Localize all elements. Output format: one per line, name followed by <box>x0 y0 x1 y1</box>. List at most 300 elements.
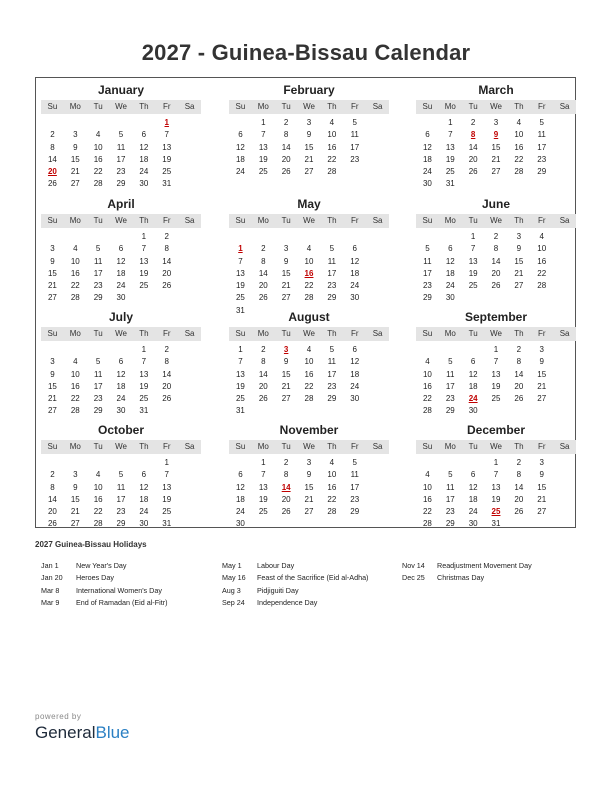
weekday-label: We <box>490 442 502 451</box>
weekday-label: We <box>115 102 127 111</box>
weekday-label: Fr <box>537 442 546 451</box>
day-cell: 2 <box>261 345 266 354</box>
holiday-day: 25 <box>491 507 501 517</box>
day-cell: 15 <box>537 482 547 492</box>
day-cell: 7 <box>164 470 169 480</box>
day-cell: 24 <box>235 167 245 177</box>
day-cell: 6 <box>448 244 453 254</box>
day-cell: 14 <box>162 256 172 266</box>
day-cell: 28 <box>304 394 314 404</box>
month-february <box>229 78 389 178</box>
day-cell: 26 <box>47 179 57 189</box>
day-cell: 9 <box>306 130 312 140</box>
weekday-label: Fr <box>537 329 546 338</box>
day-cell: 31 <box>235 305 245 315</box>
day-cell: 29 <box>422 293 432 303</box>
day-cell: 5 <box>118 130 124 140</box>
day-cell: 11 <box>537 130 546 140</box>
holiday-date: Mar 8 <box>41 585 60 595</box>
day-cell: 5 <box>425 244 430 254</box>
day-cell: 14 <box>491 256 501 266</box>
month-name: February <box>283 83 335 97</box>
empty-day <box>110 344 133 356</box>
day-cell: 21 <box>304 494 314 504</box>
day-cell: 28 <box>537 281 547 291</box>
weekday-label: Th <box>514 442 524 451</box>
calendar-grid <box>35 77 576 528</box>
day-cell: 12 <box>468 482 478 492</box>
weekday-label: Tu <box>468 216 478 225</box>
day-cell: 14 <box>47 154 57 164</box>
day-cell: 6 <box>352 244 357 254</box>
day-cell: 28 <box>93 519 103 529</box>
weekday-label: Tu <box>93 329 103 338</box>
day-cell: 20 <box>162 381 172 391</box>
day-cell: 22 <box>514 154 524 164</box>
day-cell: 1 <box>141 345 147 354</box>
day-cell: 31 <box>235 406 245 416</box>
weekday-label: Su <box>47 216 58 225</box>
day-cell: 2 <box>50 470 55 480</box>
weekday-label: Sa <box>372 442 383 451</box>
day-cell: 29 <box>116 179 126 189</box>
weekday-label: Tu <box>281 216 291 225</box>
empty-day <box>110 457 133 469</box>
day-cell: 25 <box>445 167 455 177</box>
day-cell: 12 <box>235 482 245 492</box>
day-cell: 13 <box>491 369 501 379</box>
day-cell: 12 <box>139 482 149 492</box>
day-cell: 19 <box>491 494 501 504</box>
day-cell: 15 <box>304 142 314 152</box>
day-cell: 16 <box>70 268 80 278</box>
weekday-label: Mo <box>69 102 81 111</box>
weekday-label: Th <box>139 442 149 451</box>
day-cell: 22 <box>304 281 314 291</box>
day-cell: 14 <box>258 268 268 278</box>
holiday-date: Nov 14 <box>402 561 425 570</box>
empty-day <box>132 457 155 469</box>
day-cell: 13 <box>258 482 268 492</box>
day-cell: 31 <box>139 406 149 416</box>
day-cell: 17 <box>116 494 126 504</box>
day-grid <box>416 457 576 531</box>
holiday-name: Christmas Day <box>437 573 485 583</box>
day-cell: 30 <box>422 179 432 189</box>
weekday-label: Sa <box>372 329 383 338</box>
holiday-day: 1 <box>164 118 169 127</box>
day-cell: 19 <box>445 154 455 164</box>
month-july <box>41 305 201 418</box>
weekday-label: Su <box>235 442 246 451</box>
day-cell: 25 <box>162 507 172 517</box>
holiday-item <box>222 585 368 597</box>
weekday-label: We <box>490 329 502 338</box>
day-cell: 17 <box>93 381 103 391</box>
month-name: June <box>481 197 510 211</box>
weekday-label: Sa <box>184 442 195 451</box>
weekday-label: Su <box>422 216 433 225</box>
empty-day <box>416 231 439 243</box>
month-name: May <box>297 197 321 211</box>
day-cell: 29 <box>445 519 455 529</box>
weekday-label: Su <box>422 442 433 451</box>
day-cell: 5 <box>448 470 453 480</box>
holiday-item <box>402 572 532 584</box>
day-cell: 6 <box>141 130 147 140</box>
day-cell: 30 <box>116 406 126 416</box>
day-cell: 5 <box>95 244 101 254</box>
holiday-name: End of Ramadan (Eid al-Fitr) <box>76 597 168 607</box>
day-cell: 18 <box>139 494 149 504</box>
day-cell: 13 <box>139 369 149 379</box>
weekday-label: Mo <box>257 442 269 451</box>
weekday-label: Mo <box>444 329 456 338</box>
day-cell: 21 <box>281 381 291 391</box>
day-cell: 1 <box>261 118 266 127</box>
day-cell: 11 <box>327 357 337 367</box>
day-cell: 11 <box>446 369 455 379</box>
weekday-label: Tu <box>93 442 103 451</box>
day-cell: 3 <box>306 118 312 127</box>
weekday-label: Su <box>235 102 246 111</box>
weekday-label: Sa <box>559 442 570 451</box>
day-cell: 28 <box>327 167 337 177</box>
day-cell: 23 <box>327 281 337 291</box>
day-cell: 2 <box>164 345 169 354</box>
day-cell: 8 <box>283 470 289 480</box>
holiday-date: Jan 1 <box>41 561 59 570</box>
weekday-label: Mo <box>69 442 81 451</box>
holiday-item <box>222 572 368 584</box>
day-cell: 8 <box>50 482 55 492</box>
empty-day <box>439 231 462 243</box>
weekday-label: Sa <box>184 329 195 338</box>
empty-day <box>229 457 252 469</box>
day-cell: 20 <box>162 268 172 278</box>
day-cell: 25 <box>491 394 501 404</box>
day-cell: 17 <box>422 268 432 278</box>
empty-day <box>110 231 133 243</box>
empty-day <box>229 117 252 129</box>
weekday-label: Sa <box>372 102 383 111</box>
day-cell: 1 <box>261 458 266 467</box>
day-cell: 8 <box>261 357 266 367</box>
day-cell: 25 <box>162 167 172 177</box>
holiday-day: 8 <box>470 130 476 140</box>
day-cell: 15 <box>304 482 314 492</box>
weekday-label: Su <box>47 102 58 111</box>
holiday-column <box>41 560 167 609</box>
day-cell: 5 <box>448 357 453 367</box>
day-cell: 1 <box>470 232 476 241</box>
weekday-header <box>416 214 576 228</box>
day-cell: 23 <box>116 167 126 177</box>
day-cell: 13 <box>258 142 268 152</box>
day-cell: 29 <box>93 406 103 416</box>
day-cell: 9 <box>283 357 289 367</box>
weekday-label: Th <box>514 329 524 338</box>
day-cell: 19 <box>235 281 245 291</box>
day-cell: 21 <box>514 268 524 278</box>
day-cell: 21 <box>47 281 57 291</box>
weekday-label: Th <box>327 442 337 451</box>
day-cell: 4 <box>329 458 335 467</box>
day-cell: 27 <box>514 281 524 291</box>
day-cell: 29 <box>327 293 337 303</box>
day-cell: 19 <box>139 268 149 278</box>
day-grid <box>41 231 201 305</box>
weekday-label: Su <box>235 216 246 225</box>
weekday-label: We <box>490 102 502 111</box>
weekday-header <box>416 100 576 114</box>
day-cell: 2 <box>164 232 169 241</box>
day-cell: 22 <box>327 154 337 164</box>
day-cell: 25 <box>258 507 268 517</box>
day-cell: 10 <box>93 482 103 492</box>
weekday-header <box>229 440 389 454</box>
day-grid <box>416 231 576 305</box>
day-cell: 18 <box>468 381 478 391</box>
empty-day <box>132 117 155 129</box>
day-cell: 14 <box>47 494 57 504</box>
weekday-label: Fr <box>162 329 171 338</box>
day-cell: 16 <box>422 494 432 504</box>
day-cell: 28 <box>514 167 524 177</box>
day-cell: 24 <box>350 281 360 291</box>
day-cell: 3 <box>516 232 522 241</box>
weekday-label: Tu <box>468 442 478 451</box>
day-grid <box>41 457 201 531</box>
day-cell: 17 <box>537 142 547 152</box>
day-cell: 19 <box>235 381 245 391</box>
day-cell: 31 <box>445 179 455 189</box>
day-cell: 14 <box>514 369 524 379</box>
day-cell: 11 <box>423 256 432 266</box>
weekday-header <box>229 327 389 341</box>
day-cell: 18 <box>422 154 432 164</box>
day-cell: 8 <box>516 357 522 367</box>
weekday-label: Mo <box>444 442 456 451</box>
day-cell: 13 <box>235 369 245 379</box>
empty-day <box>439 457 462 469</box>
day-cell: 10 <box>304 357 314 367</box>
day-cell: 18 <box>468 494 478 504</box>
day-cell: 18 <box>350 369 360 379</box>
day-cell: 5 <box>352 118 357 127</box>
day-cell: 30 <box>139 179 149 189</box>
day-cell: 18 <box>116 381 126 391</box>
day-cell: 18 <box>116 268 126 278</box>
day-cell: 6 <box>352 345 357 354</box>
day-cell: 26 <box>162 394 172 404</box>
day-cell: 24 <box>235 507 245 517</box>
holidays-title: 2027 Guinea-Bissau Holidays <box>35 540 147 549</box>
day-cell: 21 <box>537 494 547 504</box>
day-cell: 25 <box>139 394 149 404</box>
weekday-label: We <box>303 442 315 451</box>
weekday-label: We <box>115 442 127 451</box>
day-cell: 1 <box>141 232 147 241</box>
day-cell: 21 <box>491 154 501 164</box>
day-cell: 26 <box>162 281 172 291</box>
day-cell: 27 <box>537 394 547 404</box>
day-cell: 1 <box>493 345 499 354</box>
holiday-name: Independence Day <box>257 597 318 607</box>
day-cell: 28 <box>304 293 314 303</box>
day-cell: 9 <box>539 357 544 367</box>
day-cell: 22 <box>327 494 337 504</box>
day-cell: 16 <box>327 482 337 492</box>
weekday-label: Tu <box>281 102 291 111</box>
day-cell: 23 <box>537 154 547 164</box>
weekday-label: Mo <box>69 329 81 338</box>
day-cell: 16 <box>514 142 524 152</box>
day-cell: 7 <box>448 130 453 140</box>
holiday-date: Dec 25 <box>402 573 425 583</box>
day-cell: 7 <box>141 244 147 254</box>
holiday-name: International Women's Day <box>76 585 162 595</box>
day-cell: 25 <box>235 293 245 303</box>
weekday-label: Sa <box>184 216 195 225</box>
day-cell: 13 <box>139 256 149 266</box>
day-cell: 28 <box>327 507 337 517</box>
holiday-day: 16 <box>304 268 314 278</box>
day-cell: 5 <box>329 345 335 354</box>
day-cell: 22 <box>304 381 314 391</box>
day-cell: 3 <box>539 345 544 354</box>
day-cell: 24 <box>445 281 455 291</box>
day-cell: 4 <box>425 357 430 367</box>
weekday-label: Sa <box>372 216 383 225</box>
weekday-label: We <box>303 329 315 338</box>
day-cell: 23 <box>350 494 360 504</box>
day-cell: 25 <box>235 394 245 404</box>
weekday-label: Th <box>514 102 524 111</box>
brand-general: General <box>35 723 96 742</box>
empty-day <box>298 231 321 243</box>
day-cell: 28 <box>422 519 432 529</box>
day-cell: 4 <box>539 232 544 241</box>
weekday-label: Mo <box>69 216 81 225</box>
day-cell: 7 <box>238 256 243 266</box>
day-cell: 29 <box>445 406 455 416</box>
day-cell: 9 <box>306 470 312 480</box>
holiday-item <box>41 560 167 572</box>
holiday-date: Mar 9 <box>41 597 60 607</box>
day-cell: 18 <box>235 154 245 164</box>
day-cell: 30 <box>139 519 149 529</box>
weekday-label: Th <box>327 329 337 338</box>
day-cell: 21 <box>70 167 80 177</box>
day-cell: 2 <box>283 118 289 127</box>
day-cell: 31 <box>162 519 172 529</box>
day-cell: 19 <box>468 268 478 278</box>
day-cell: 9 <box>539 470 544 480</box>
empty-day <box>320 231 343 243</box>
day-cell: 15 <box>70 154 80 164</box>
day-cell: 12 <box>350 357 360 367</box>
empty-day <box>64 457 87 469</box>
day-cell: 12 <box>422 142 432 152</box>
day-cell: 17 <box>445 381 455 391</box>
day-cell: 20 <box>468 154 478 164</box>
holiday-item <box>41 572 167 584</box>
empty-day <box>416 117 439 129</box>
day-cell: 31 <box>491 519 501 529</box>
weekday-label: Sa <box>184 102 195 111</box>
day-cell: 30 <box>116 293 126 303</box>
day-grid <box>416 344 576 418</box>
day-cell: 3 <box>50 244 55 254</box>
day-cell: 11 <box>93 369 103 379</box>
day-cell: 9 <box>50 369 55 379</box>
day-cell: 7 <box>493 470 499 480</box>
empty-day <box>252 231 275 243</box>
empty-day <box>110 117 133 129</box>
month-name: August <box>288 310 330 324</box>
day-cell: 6 <box>470 470 476 480</box>
day-cell: 5 <box>118 470 124 480</box>
brand-logo[interactable] <box>35 723 130 743</box>
day-cell: 23 <box>445 507 455 517</box>
day-cell: 2 <box>470 118 476 127</box>
holiday-date: May 16 <box>222 573 246 583</box>
day-cell: 26 <box>281 507 291 517</box>
empty-day <box>41 231 64 243</box>
month-name: January <box>97 83 145 97</box>
holiday-item <box>402 560 532 572</box>
holiday-date: Jan 20 <box>41 573 63 583</box>
day-cell: 23 <box>422 281 432 291</box>
day-cell: 25 <box>139 281 149 291</box>
day-cell: 24 <box>422 167 432 177</box>
day-cell: 10 <box>327 470 337 480</box>
day-cell: 27 <box>281 394 291 404</box>
day-cell: 4 <box>73 357 78 367</box>
holiday-column <box>222 560 368 609</box>
day-cell: 6 <box>238 470 243 480</box>
day-grid <box>416 117 576 191</box>
day-cell: 17 <box>350 142 360 152</box>
page-title: 2027 - Guinea-Bissau Calendar <box>141 40 471 65</box>
day-cell: 8 <box>164 357 169 367</box>
day-cell: 8 <box>516 470 522 480</box>
day-cell: 20 <box>491 268 501 278</box>
day-cell: 13 <box>162 482 172 492</box>
day-cell: 1 <box>238 345 243 354</box>
day-cell: 6 <box>238 130 243 140</box>
day-cell: 23 <box>445 394 455 404</box>
day-cell: 23 <box>116 507 126 517</box>
day-cell: 15 <box>47 381 57 391</box>
day-cell: 26 <box>258 394 268 404</box>
day-cell: 22 <box>537 268 547 278</box>
day-cell: 19 <box>162 494 172 504</box>
month-january <box>41 78 201 191</box>
day-cell: 9 <box>50 256 55 266</box>
weekday-label: Fr <box>162 102 171 111</box>
weekday-label: Mo <box>257 102 269 111</box>
day-cell: 24 <box>139 507 149 517</box>
day-cell: 27 <box>537 507 547 517</box>
day-cell: 17 <box>116 154 126 164</box>
day-cell: 30 <box>445 293 455 303</box>
day-cell: 10 <box>422 482 432 492</box>
day-cell: 25 <box>468 281 478 291</box>
weekday-label: Su <box>47 442 58 451</box>
day-cell: 18 <box>235 494 245 504</box>
